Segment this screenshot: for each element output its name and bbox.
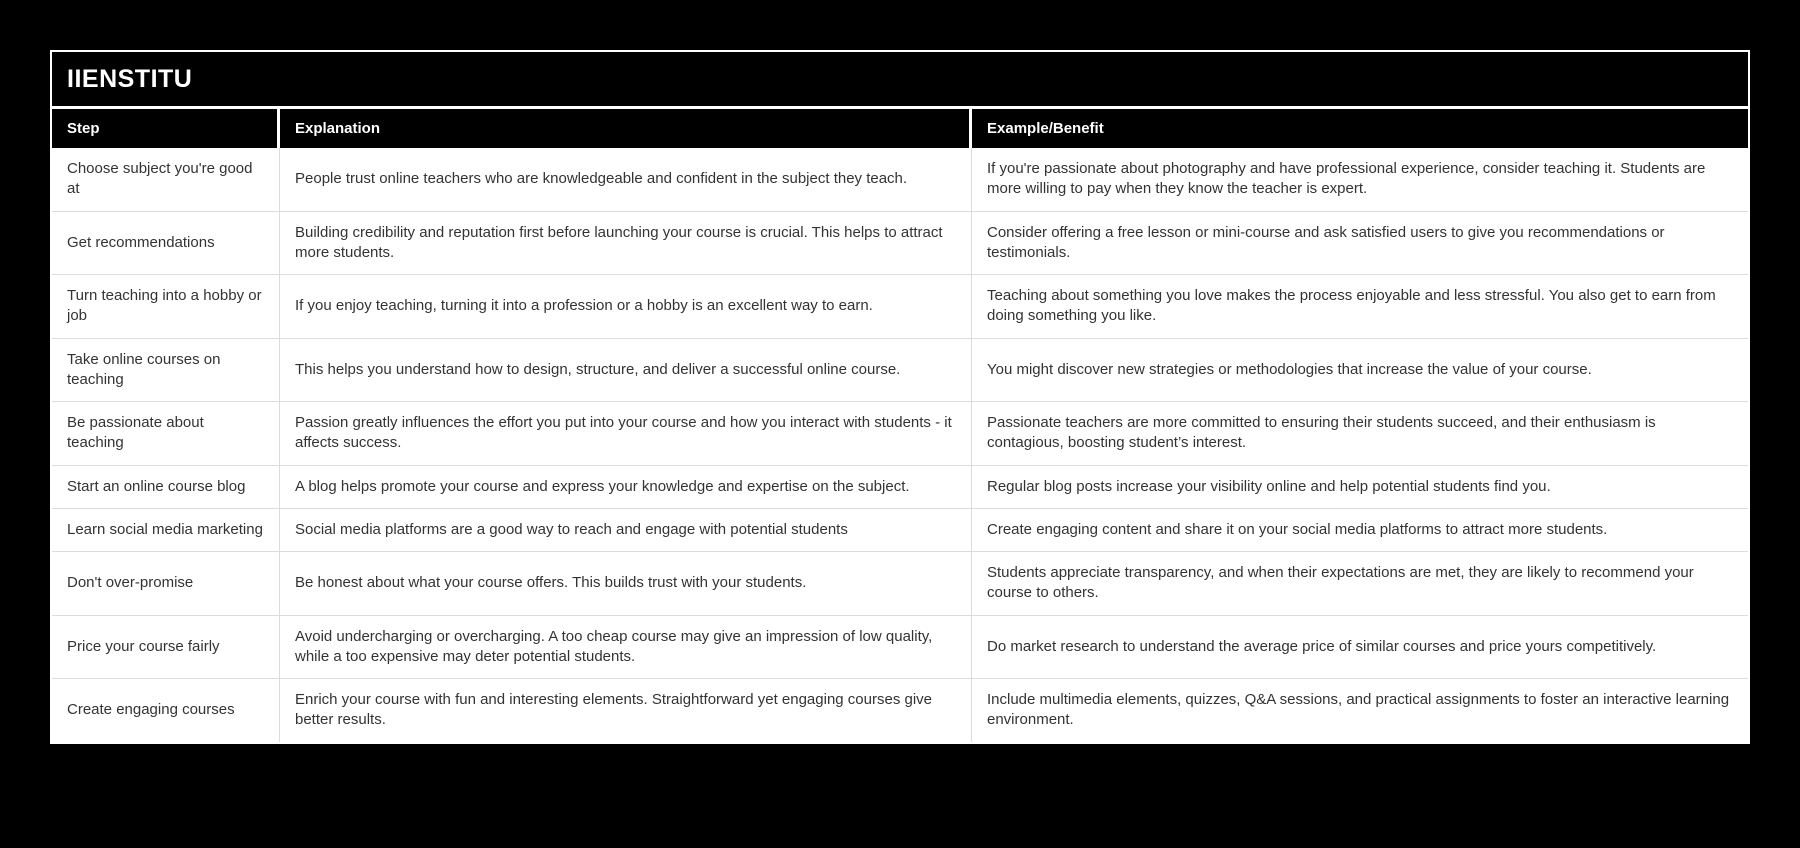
explanation-cell: Be honest about what your course offers. This builds trust with your students. — [280, 552, 972, 616]
step-cell: Start an online course blog — [52, 466, 280, 509]
explanation-cell: If you enjoy teaching, turning it into a profession or a hobby is an excellent way to earn. — [280, 275, 972, 339]
example-cell: Create engaging content and share it on your social media platforms to attract more students. — [972, 509, 1748, 552]
explanation-cell: Social media platforms are a good way to reach and engage with potential students — [280, 509, 972, 552]
example-cell: Do market research to understand the average price of similar courses and price yours competitively. — [972, 616, 1748, 680]
table-row — [52, 212, 1748, 276]
step-cell: Learn social media marketing — [52, 509, 280, 552]
table-row — [52, 679, 1748, 742]
explanation-cell: Avoid undercharging or overcharging. A too cheap course may give an impression of low quality, while a too expensive may deter potential students. — [280, 616, 972, 680]
table-row — [52, 616, 1748, 680]
col-header-example-benefit: Example/Benefit — [972, 109, 1748, 148]
example-cell: Teaching about something you love makes the process enjoyable and less stressful. You also get to earn from doing something you like. — [972, 275, 1748, 339]
step-cell: Be passionate about teaching — [52, 402, 280, 466]
example-cell: If you're passionate about photography and have professional experience, consider teaching it. Students are more willing to pay when they know the teacher is expert. — [972, 148, 1748, 212]
example-cell: Regular blog posts increase your visibility online and help potential students find you. — [972, 466, 1748, 509]
explanation-cell: Passion greatly influences the effort you put into your course and how you interact with students - it affects success. — [280, 402, 972, 466]
table-header-row — [52, 109, 1748, 148]
table-row — [52, 552, 1748, 616]
example-cell: Passionate teachers are more committed to ensuring their students succeed, and their enthusiasm is contagious, boosting student’s interest. — [972, 402, 1748, 466]
example-cell: Include multimedia elements, quizzes, Q&A sessions, and practical assignments to foster an interactive learning environment. — [972, 679, 1748, 742]
explanation-cell: People trust online teachers who are knowledgeable and confident in the subject they teach. — [280, 148, 972, 212]
table-row — [52, 275, 1748, 339]
step-cell: Price your course fairly — [52, 616, 280, 680]
col-header-step: Step — [52, 109, 280, 148]
example-cell: Consider offering a free lesson or mini-course and ask satisfied users to give you recommendations or testimonials. — [972, 212, 1748, 276]
example-cell: Students appreciate transparency, and when their expectations are met, they are likely to recommend your course to others. — [972, 552, 1748, 616]
step-cell: Turn teaching into a hobby or job — [52, 275, 280, 339]
explanation-cell: A blog helps promote your course and express your knowledge and expertise on the subject. — [280, 466, 972, 509]
table-card — [50, 50, 1750, 744]
step-cell: Get recommendations — [52, 212, 280, 276]
table-row — [52, 339, 1748, 403]
explanation-cell: This helps you understand how to design, structure, and deliver a successful online course. — [280, 339, 972, 403]
example-cell: You might discover new strategies or methodologies that increase the value of your course. — [972, 339, 1748, 403]
table-row — [52, 148, 1748, 212]
explanation-cell: Enrich your course with fun and interesting elements. Straightforward yet engaging courses give better results. — [280, 679, 972, 742]
step-cell: Take online courses on teaching — [52, 339, 280, 403]
table-body — [52, 148, 1748, 742]
table-row — [52, 402, 1748, 466]
step-cell: Choose subject you're good at — [52, 148, 280, 212]
explanation-cell: Building credibility and reputation first before launching your course is crucial. This helps to attract more students. — [280, 212, 972, 276]
step-cell: Create engaging courses — [52, 679, 280, 742]
steps-table — [52, 109, 1748, 742]
page-title: IIENSTITU — [52, 52, 1748, 106]
step-cell: Don't over-promise — [52, 552, 280, 616]
table-row — [52, 466, 1748, 509]
table-row — [52, 509, 1748, 552]
col-header-explanation: Explanation — [280, 109, 972, 148]
